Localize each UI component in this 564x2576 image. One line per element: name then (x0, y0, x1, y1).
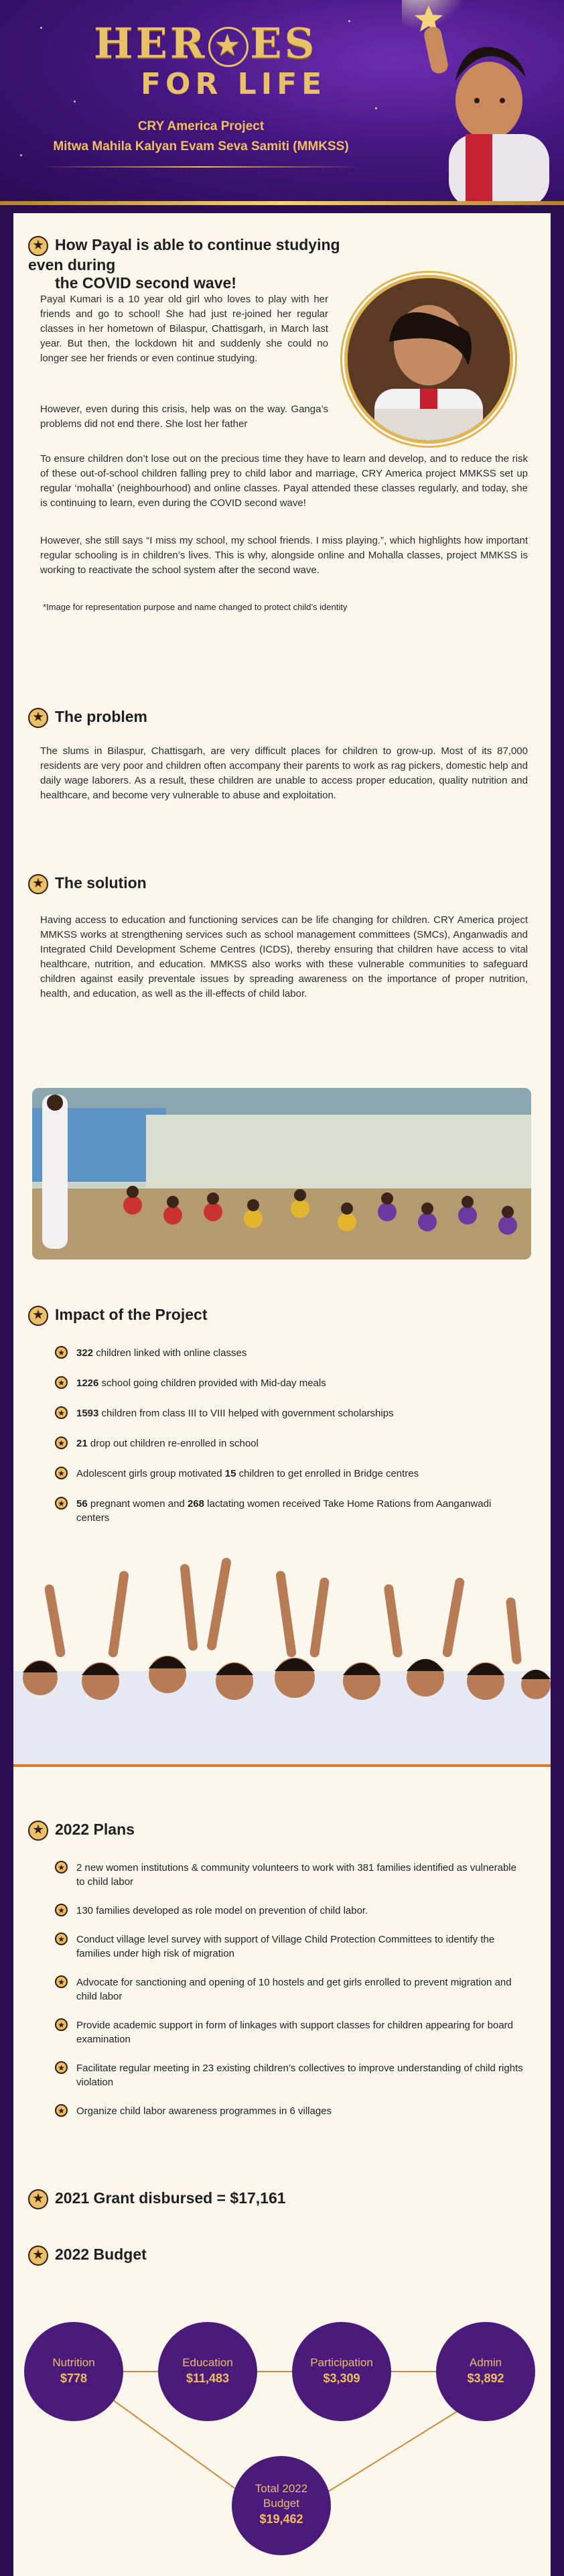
star-medal-icon: ★ (28, 2246, 48, 2266)
budget-label: Admin (469, 2356, 502, 2369)
organization-name: Mitwa Mahila Kalyan Evam Seva Samiti (MMKSS) (53, 139, 349, 154)
star-medal-icon: ★ (28, 236, 48, 256)
story-paragraph-3: To ensure children don’t lose out on the precious time they have to learn and develop, and to reduce the risk of these out-of-school children falling prey to child labor and marriage, CRY America project MMKSS set up regular ‘mohalla’ (neighbourhood) and online classes. Payal attended these classes regularly, and today, she is continuing to learn, even during the COVID second wave! (40, 453, 528, 509)
plan-item: ★ 130 families developed as role model on prevention of child labor. (55, 1904, 524, 1918)
logo-for-life: FOR LIFE (141, 67, 327, 101)
budget-value: $11,483 (186, 2372, 230, 2385)
story-paragraph-2: However, even during this crisis, help was on the way. Ganga’s problems did not end there. She lost her father (40, 404, 328, 430)
plan-item: ★ Organize child labor awareness programmes in 6 villages (55, 2104, 524, 2118)
plans-title: ★ 2022 Plans (28, 1821, 135, 1841)
star-medal-icon: ★ (28, 708, 48, 728)
impact-item: ★ 322 children linked with online classes (55, 1346, 524, 1360)
budget-total-label-2: Budget (263, 2497, 299, 2510)
grant-disbursed: ★ 2021 Grant disbursed = $17,161 (28, 2189, 286, 2209)
budget-diagram (13, 2291, 551, 2559)
plans-list (55, 1861, 524, 2118)
plan-item: ★ Facilitate regular meeting in 23 existing children’s collectives to improve understanding of child rights violation (55, 2061, 524, 2089)
plan-item: ★ 2 new women institutions & community volunteers to work with 381 families identified as vulnerable to child labor (55, 1861, 524, 1889)
plan-item: ★ Advocate for sanctioning and opening of 10 hostels and get girls enrolled to prevent migration and child labor (55, 1975, 524, 2004)
divider (40, 166, 362, 168)
star-medal-icon: ★ (55, 1406, 68, 1419)
impact-item: ★ 56 pregnant women and 268 lactating women received Take Home Rations from Aanganwadi centers (55, 1497, 524, 1525)
story-paragraph-1: Payal Kumari is a 10 year old girl who loves to play with her friends and go to school! She had just re-joined her regular classes in her hometown of Bilaspur, Chattisgarh, in March last year. But then, the lockdown hit and suddenly she could no longer see her friends or even continue studying. (40, 294, 328, 364)
budget-label: Education (182, 2356, 233, 2369)
impact-item: ★ 1226 school going children provided with Mid-day meals (55, 1376, 524, 1390)
budget-value: $778 (60, 2372, 88, 2385)
solution-title: ★ The solution (28, 874, 147, 894)
budget-total-value: $19,462 (259, 2512, 303, 2526)
star-medal-icon: ★ (55, 1346, 68, 1359)
star-medal-icon: ★ (55, 1467, 68, 1479)
star-medal-icon: ★ (55, 1975, 68, 1988)
plan-item: ★ Provide academic support in form of linkages with support classes for children appearing for board examination (55, 2018, 524, 2046)
content-area (13, 213, 551, 2576)
boy-with-star-illustration (402, 0, 564, 201)
budget-total-label-1: Total 2022 (255, 2482, 308, 2495)
star-medal-icon: ★ (28, 1306, 48, 1326)
star-medal-icon: ★ (55, 1376, 68, 1389)
gold-border (0, 201, 564, 205)
problem-text: The slums in Bilaspur, Chattisgarh, are very difficult places for children to grow-up. Most of its 87,000 residents are very poor and children often accompany their parents to work as rag pickers, domestic help and daily wage laborers. As a result, these children are unable to access proper education, quality nutrition and healthcare, and become very vulnerable to abuse and exploitation. (40, 745, 528, 801)
story-title: ★ How Payal is able to continue studying even during the COVID second wave! (28, 236, 340, 292)
solution-text: Having access to education and functioning services can be life changing for children. CRY America project MMKSS works at strengthening services such as school management committees (SMCs), Anganwadis and Integrated Child Development Scheme Centres (ICDS), thereby ensuring that children have access to vital healthcare, nutrition, and education. MMKSS also works with these vulnerable communities to safeguard children against easily preventale issues by spreading awareness on the importance of proper nutrition, health, and education, as well as the ill-effects of child labor. (40, 914, 528, 999)
impact-item: ★ 21 drop out children re-enrolled in school (55, 1436, 524, 1451)
star-medal-icon: ★ (55, 1436, 68, 1449)
image-disclaimer: *Image for representation purpose and name changed to protect child’s identity (43, 602, 348, 612)
budget-value: $3,309 (323, 2372, 360, 2385)
star-medal-icon: ★ (28, 1821, 48, 1841)
impact-list (55, 1346, 524, 1525)
star-medal-icon: ★ (55, 2018, 68, 2031)
children-outdoor-class-photo (32, 1088, 531, 1260)
impact-item: ★ Adolescent girls group motivated 15 children to get enrolled in Bridge centres (55, 1467, 524, 1481)
star-medal-icon: ★ (55, 2104, 68, 2117)
impact-item: ★ 1593 children from class III to VIII helped with government scholarships (55, 1406, 524, 1420)
payal-portrait (344, 275, 513, 444)
budget-label: Participation (310, 2356, 373, 2369)
section-divider (13, 1764, 551, 1767)
story-paragraph-4: However, she still says “I miss my school, my school friends. I miss playing.”, which highlights how important regular schooling is in children’s lives. This is why, alongside online and Mohalla classes, project MMKSS is working to reactivate the school system after the second wave. (40, 535, 528, 576)
plan-item: ★ Conduct village level survey with support of Village Child Protection Committees to identify the families under high risk of migration (55, 1933, 524, 1961)
star-medal-icon: ★ (55, 1904, 68, 1916)
star-medal-icon: ★ (55, 2061, 68, 2074)
budget-label: Nutrition (52, 2356, 95, 2369)
star-icon: ★ (208, 27, 249, 67)
budget-title: ★ 2022 Budget (28, 2246, 147, 2266)
cheering-children-photo (13, 1544, 551, 1765)
project-name: CRY America Project (137, 119, 265, 133)
star-medal-icon: ★ (55, 1861, 68, 1874)
logo-heroes: HER ★ ES (94, 19, 318, 68)
impact-title: ★ Impact of the Project (28, 1306, 207, 1326)
star-medal-icon: ★ (55, 1933, 68, 1945)
header-banner (0, 0, 564, 201)
star-medal-icon: ★ (28, 874, 48, 894)
star-medal-icon: ★ (28, 2189, 48, 2209)
problem-title: ★ The problem (28, 708, 147, 728)
budget-value: $3,892 (467, 2372, 504, 2385)
star-medal-icon: ★ (55, 1497, 68, 1510)
